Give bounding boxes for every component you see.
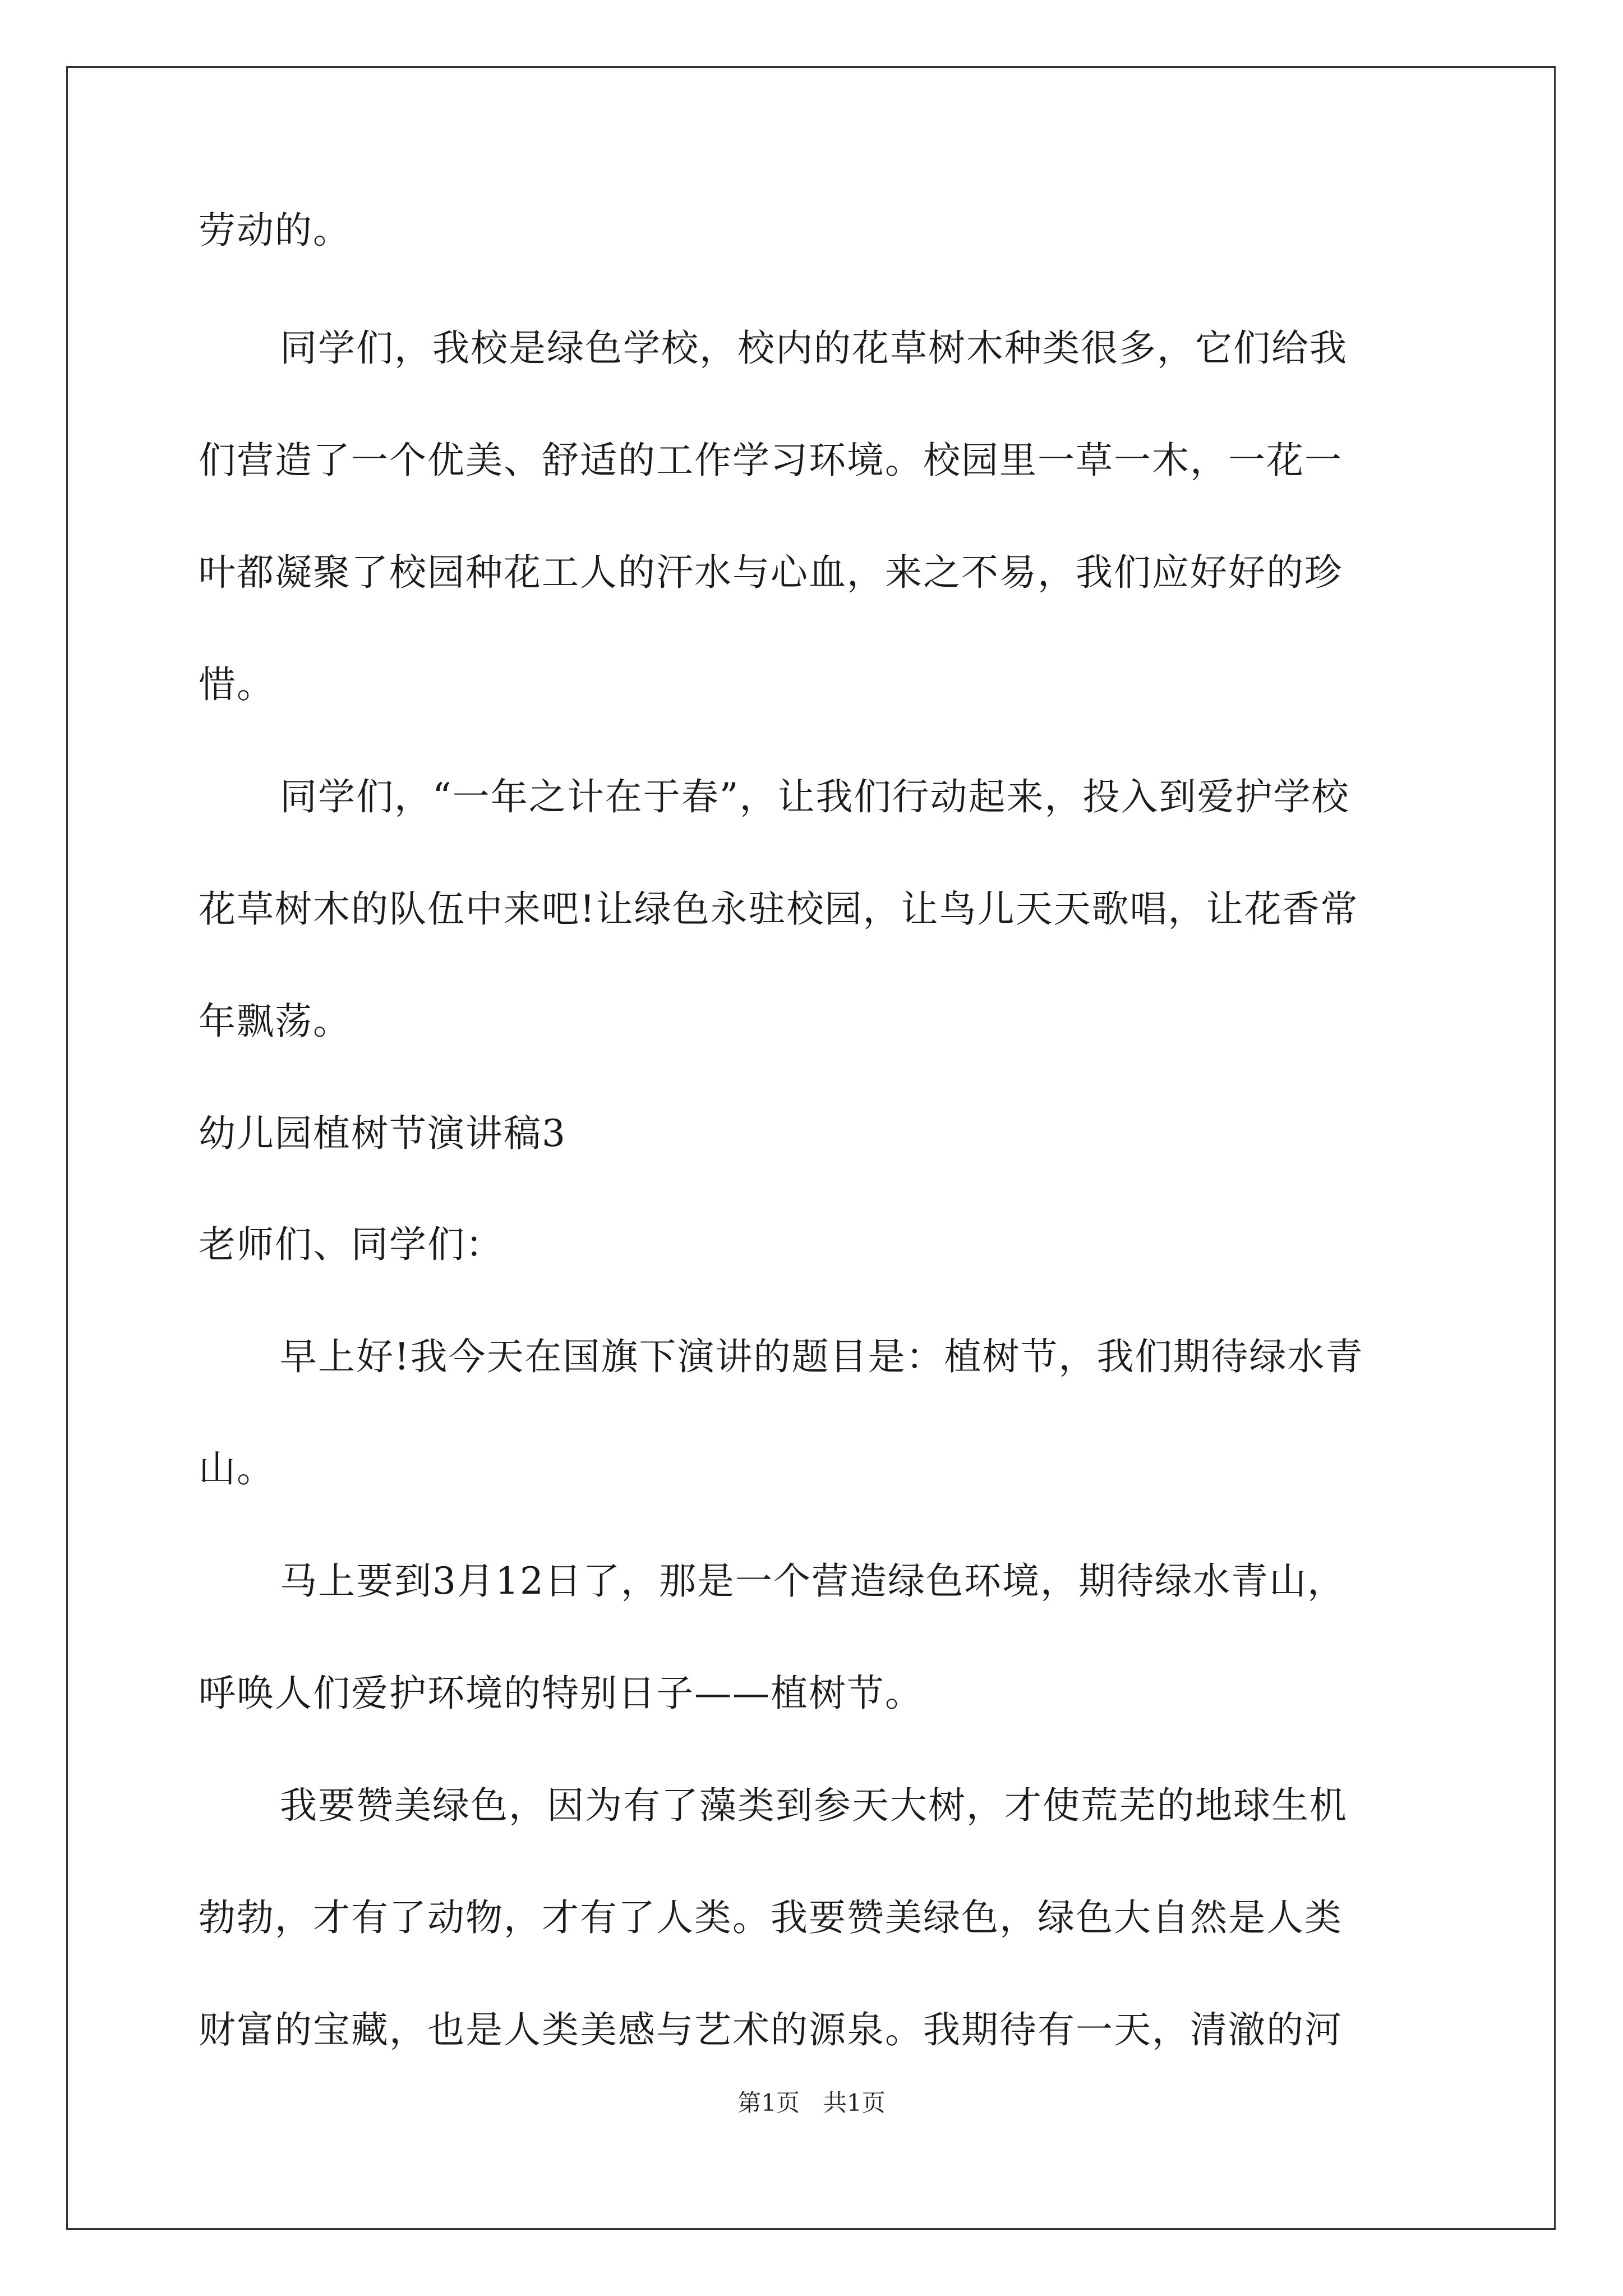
salutation: 老师们、同学们： [199, 1223, 504, 1266]
text-line: 山。 [199, 1447, 275, 1490]
text-line: 花草树木的队伍中来吧!让绿色永驻校园，让鸟儿天天歌唱，让花香常 [199, 887, 1359, 931]
page-footer: 第1页 共1页 [737, 2089, 886, 2116]
text-line: 叶都凝聚了校园种花工人的汗水与心血，来之不易，我们应好好的珍 [199, 551, 1343, 594]
paragraph-first-line: 同学们，我校是绿色学校，校内的花草树木种类很多，它们给我 [280, 326, 1348, 370]
paragraph-first-line: 早上好!我今天在国旗下演讲的题目是：植树节，我们期待绿水青 [280, 1335, 1364, 1378]
text-line: 们营造了一个优美、舒适的工作学习环境。校园里一草一木，一花一 [199, 439, 1343, 482]
text-line: 财富的宝藏，也是人类美感与艺术的源泉。我期待有一天，清澈的河 [199, 2008, 1343, 2051]
section-heading: 幼儿园植树节演讲稿3 [199, 1112, 566, 1155]
paragraph-first-line: 我要赞美绿色，因为有了藻类到参天大树，才使荒芜的地球生机 [280, 1784, 1348, 1827]
text-line: 劳动的。 [199, 209, 351, 252]
text-line: 呼唤人们爱护环境的特别日子——植树节。 [199, 1672, 923, 1715]
paragraph-first-line: 马上要到3月12日了，那是一个营造绿色环境，期待绿水青山， [280, 1559, 1345, 1603]
text-line: 年飘荡。 [199, 1000, 351, 1043]
paragraph-first-line: 同学们，“一年之计在于春”，让我们行动起来，投入到爱护学校 [280, 775, 1350, 818]
text-line: 勃勃，才有了动物，才有了人类。我要赞美绿色，绿色大自然是人类 [199, 1896, 1343, 1939]
text-line: 惜。 [199, 663, 275, 706]
